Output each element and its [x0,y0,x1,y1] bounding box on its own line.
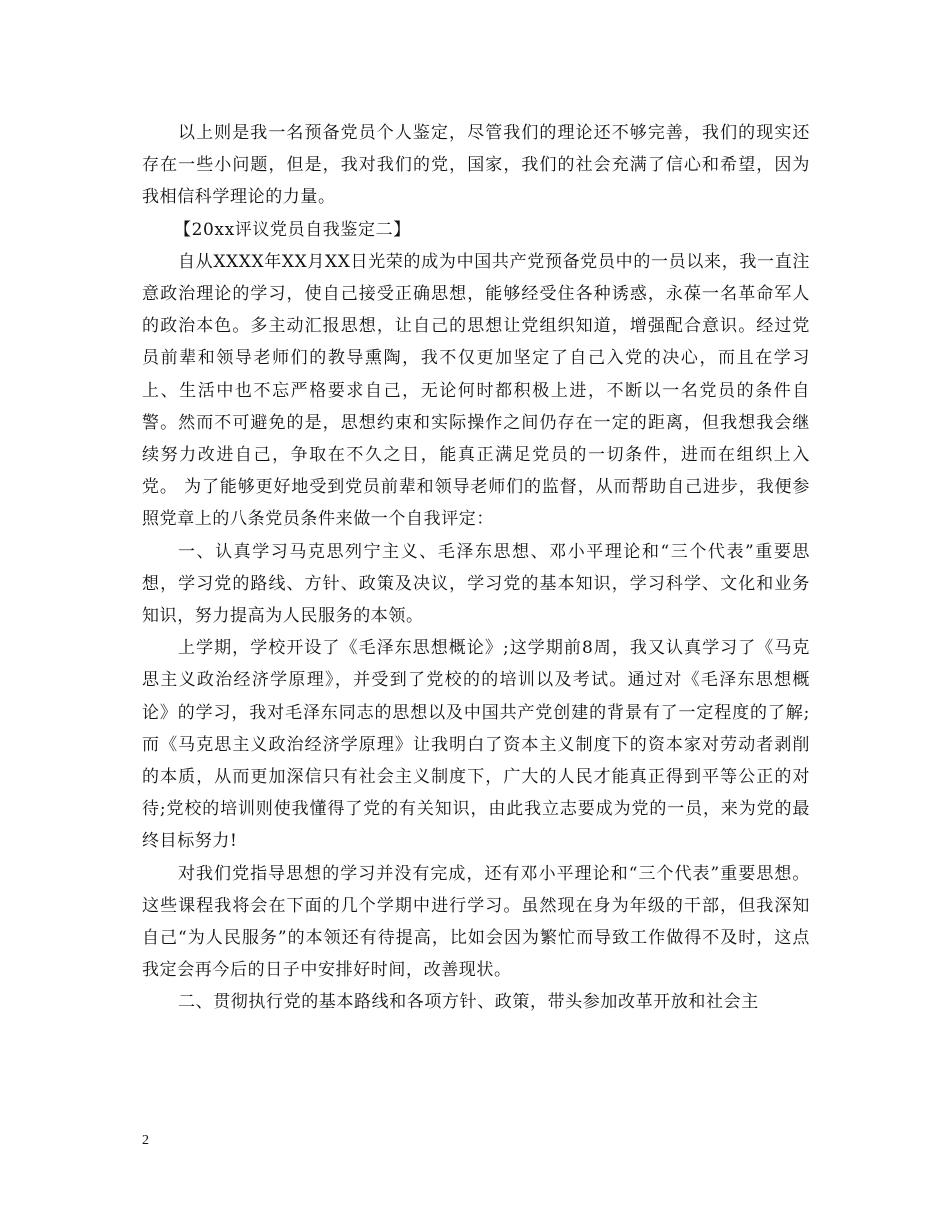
paragraph-item-two: 二、贯彻执行党的基本路线和各项方针、政策，带头参加改革开放和社会主 [178,992,759,1013]
paragraph-conclusion: 以上则是我一名预备党员个人鉴定，尽管我们的理论还不够完善，我们的现实还存在一些小问题，但是，我对我们的党，国家，我们的社会充满了信心和希望，因为我相信科学理论的力量。 [142,123,810,208]
section-heading: 【20xx评议党员自我鉴定二】 [174,219,411,240]
paragraph-study-details: 上学期，学校开设了《毛泽东思想概论》;这学期前8周，我又认真学习了《马克思主义政治经济学原理》，并受到了党校的的培训以及考试。通过对《毛泽东思想概论》的学习，我对毛泽东同志的思想以及中国共产党创建的背景有了一定程度的了解;而《马克思主义政治经济学原理》让我明白了资本主义制度下的资本家对劳动者剥削的本质，从而更加深信只有社会主义制度下，广大的人民才能真正得到平等公正的对待;党校的培训则使我懂得了党的有关知识，由此我立志要成为党的一员，来为党的最终目标努力! [142,638,810,852]
page-number: 2 [142,1133,149,1148]
document-body [142,117,810,1019]
paragraph-future-study: 对我们党指导思想的学习并没有完成，还有邓小平理论和“三个代表”重要思想。这些课程我将会在下面的几个学期中进行学习。虽然现在身为年级的干部，但我深知自己“为人民服务”的本领还有待提高，比如会因为繁忙而导致工作做得不及时，这点我定会再今后的日子中安排好时间，改善现状。 [142,863,810,981]
paragraph-item-one: 一、认真学习马克思列宁主义、毛泽东思想、邓小平理论和“三个代表”重要思想，学习党的路线、方针、政策及决议，学习党的基本知识，学习科学、文化和业务知识，努力提高为人民服务的本领。 [142,541,810,627]
paragraph-introduction: 自从XXXX年XX月XX日光荣的成为中国共产党预备党员中的一员以来，我一直注意政治理论的学习，使自己接受正确思想，能够经受住各种诱惑，永葆一名革命军人的政治本色。多主动汇报思想，让自己的思想让党组织知道，增强配合意识。经过党员前辈和领导老师们的教导熏陶，我不仅更加坚定了自己入党的决心，而且在学习上、生活中也不忘严格要求自己，无论何时都积极上进，不断以一名党员的条件自警。然而不可避免的是，思想约束和实际操作之间仍存在一定的距离，但我想我会继续努力改进自己，争取在不久之日，能真正满足党员的一切条件，进而在组织上入党。 为了能够更好地受到党员前辈和领导老师们的监督，从而帮助自己进步，我便参照党章上的八条党员条件来做一个自我评定： [142,251,810,530]
